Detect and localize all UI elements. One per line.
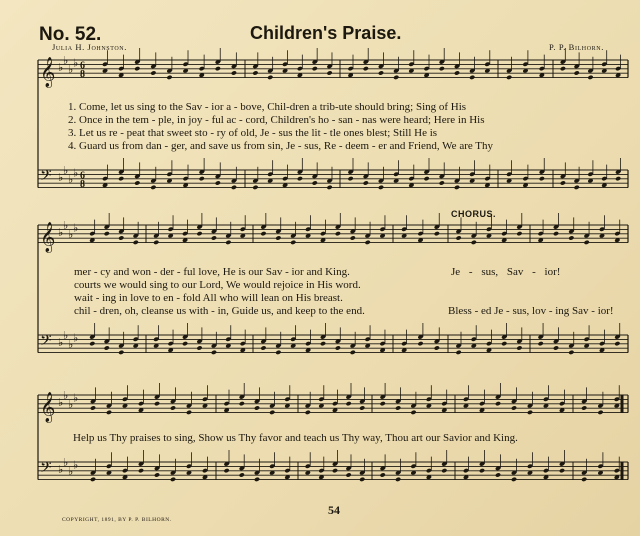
note-head: [215, 66, 221, 71]
note-head: [471, 240, 477, 245]
note-head: [182, 341, 188, 346]
flat-sign: ♭: [68, 63, 74, 76]
note-head: [312, 66, 318, 71]
chorus-text-1: Je - sus, Sav - ior!: [451, 266, 561, 278]
note-head: [539, 176, 545, 181]
flat-sign: ♭: [63, 389, 69, 403]
copyright-notice: COPYRIGHT, 1891, BY P. P. BILHORN.: [62, 517, 172, 523]
note-head: [106, 410, 112, 415]
note-head: [154, 401, 160, 406]
bass-clef: 𝄢: [40, 166, 52, 188]
note-head: [506, 75, 512, 80]
note-head: [434, 231, 440, 236]
note-head: [275, 350, 281, 355]
flat-sign: ♭: [58, 170, 64, 184]
note-head: [363, 180, 369, 185]
note-head: [511, 405, 517, 410]
note-head: [441, 468, 447, 473]
note-head: [138, 468, 144, 473]
note-head: [597, 410, 603, 415]
note-head: [326, 70, 332, 75]
verse-3-line: 3. Let us re - peat that sweet sto - ry of old, Je - sus the lit - tle ones blest; Still He is: [68, 127, 438, 139]
flat-sign: ♭: [73, 221, 79, 235]
note-head: [495, 472, 501, 477]
flat-sign: ♭: [73, 56, 79, 70]
note-head: [501, 341, 507, 346]
flat-sign: ♭: [73, 166, 79, 180]
note-head: [199, 176, 205, 181]
note-head: [469, 75, 475, 80]
note-head: [170, 405, 176, 410]
note-head: [267, 75, 273, 80]
note-head: [454, 185, 460, 190]
note-head: [559, 468, 565, 473]
note-head: [365, 240, 371, 245]
note-head: [335, 231, 341, 236]
note-head: [456, 350, 462, 355]
note-head: [495, 401, 501, 406]
note-head: [615, 176, 621, 181]
note-head: [231, 185, 237, 190]
note-head: [568, 350, 574, 355]
note-head: [378, 70, 384, 75]
note-head: [587, 75, 593, 80]
note-head: [297, 176, 303, 181]
flat-sign: ♭: [58, 60, 64, 74]
note-head: [581, 405, 587, 410]
verse-1-line-2: mer - cy and won - der - ful love, He is our Sav - ior and King.: [74, 266, 350, 278]
note-head: [350, 235, 356, 240]
note-head: [104, 231, 110, 236]
page-number: 54: [328, 503, 340, 517]
chorus-line-3: Help us Thy praises to sing, Show us Thy favor and teach us Thy way, Thou art our Savior and King.: [73, 432, 518, 444]
note-head: [275, 235, 281, 240]
note-head: [186, 410, 192, 415]
note-head: [332, 468, 338, 473]
verse-4-line-2: chil - dren, oh, cleanse us with - in, Guide us, and keep to the end.: [74, 305, 365, 317]
note-head: [439, 180, 445, 185]
note-head: [254, 405, 260, 410]
time-signature-top: 6: [80, 170, 85, 182]
note-head: [260, 345, 266, 350]
treble-clef: 𝄞: [40, 57, 56, 88]
note-head: [133, 240, 139, 245]
note-head: [239, 401, 245, 406]
note-head: [211, 235, 217, 240]
note-head: [560, 66, 566, 71]
flat-sign: ♭: [63, 456, 69, 470]
note-head: [424, 176, 430, 181]
note-head: [527, 410, 533, 415]
note-head: [568, 235, 574, 240]
note-head: [90, 405, 96, 410]
note-head: [417, 341, 423, 346]
note-head: [363, 66, 369, 71]
note-head: [350, 350, 356, 355]
flat-sign: ♭: [68, 465, 74, 478]
note-head: [348, 176, 354, 181]
note-head: [305, 410, 311, 415]
verse-4-line: 4. Guard us from dan - ger, and save us from sin, Je - sus, Re - deem - er and Friend, We are Thy: [68, 140, 494, 152]
note-head: [516, 231, 522, 236]
time-signature-top: 6: [80, 60, 85, 72]
note-head: [454, 70, 460, 75]
note-head: [574, 70, 580, 75]
note-head: [516, 345, 522, 350]
hymn-number: No. 52.: [39, 24, 102, 45]
verse-2-line-2: courts we would sing to our Lord, We would rejoice in His word.: [74, 279, 361, 291]
note-head: [90, 477, 96, 482]
note-head: [269, 410, 275, 415]
note-head: [560, 180, 566, 185]
note-head: [346, 472, 352, 477]
note-head: [196, 231, 202, 236]
note-head: [134, 66, 140, 71]
note-head: [439, 66, 445, 71]
note-head: [118, 235, 124, 240]
note-head: [359, 477, 365, 482]
note-head: [359, 405, 365, 410]
note-head: [553, 231, 559, 236]
verse-1-line: 1. Come, let us sing to the Sav - ior a - bove, Chil-dren a trib-ute should bring; Sing of His: [68, 101, 467, 113]
bass-clef: 𝄢: [40, 331, 52, 353]
chorus-text-2: Bless - ed Je - sus, lov - ing Sav - ior!: [448, 305, 614, 317]
treble-clef: 𝄞: [40, 392, 56, 423]
note-head: [290, 240, 296, 245]
flat-sign: ♭: [63, 164, 69, 178]
flat-sign: ♭: [73, 458, 79, 472]
time-signature-bottom: 8: [80, 179, 85, 191]
note-head: [410, 410, 416, 415]
note-head: [224, 468, 230, 473]
note-head: [320, 341, 326, 346]
flat-sign: ♭: [68, 338, 74, 351]
flat-sign: ♭: [58, 225, 64, 239]
note-head: [166, 75, 172, 80]
note-head: [312, 180, 318, 185]
composer-credit: P. P. Bilhorn.: [549, 42, 604, 52]
verse-2-line: 2. Once in the tem - ple, in joy - ful ac - cord, Children's ho - san - nas were heard; Here in His: [68, 114, 485, 126]
flat-sign: ♭: [58, 462, 64, 476]
note-head: [254, 477, 260, 482]
note-head: [239, 472, 245, 477]
note-head: [134, 180, 140, 185]
note-head: [225, 240, 231, 245]
flat-sign: ♭: [73, 331, 79, 345]
note-head: [434, 345, 440, 350]
note-head: [584, 240, 590, 245]
flat-sign: ♭: [58, 335, 64, 349]
note-head: [150, 185, 156, 190]
note-head: [252, 70, 258, 75]
note-head: [154, 472, 160, 477]
note-head: [553, 345, 559, 350]
note-head: [511, 477, 517, 482]
note-head: [346, 401, 352, 406]
note-head: [395, 405, 401, 410]
flat-sign: ♭: [73, 391, 79, 405]
note-head: [380, 472, 386, 477]
note-head: [252, 185, 258, 190]
note-head: [118, 350, 124, 355]
verse-3-line-2: wait - ing in love to en - fold All who will lean on His breast.: [74, 292, 343, 304]
note-head: [538, 341, 544, 346]
note-head: [211, 350, 217, 355]
note-head: [393, 75, 399, 80]
note-head: [574, 185, 580, 190]
note-head: [196, 345, 202, 350]
time-signature-bottom: 8: [80, 69, 85, 81]
author-credit: Julia H. Johnston.: [52, 42, 127, 52]
bass-clef: 𝄢: [40, 458, 52, 480]
note-head: [380, 401, 386, 406]
note-head: [260, 231, 266, 236]
note-head: [456, 235, 462, 240]
hymn-title: Children's Praise.: [250, 23, 402, 43]
flat-sign: ♭: [68, 398, 74, 411]
note-head: [326, 185, 332, 190]
note-head: [104, 345, 110, 350]
note-head: [89, 341, 95, 346]
note-head: [335, 345, 341, 350]
note-head: [479, 468, 485, 473]
note-head: [215, 180, 221, 185]
note-head: [170, 477, 176, 482]
note-head: [581, 477, 587, 482]
flat-sign: ♭: [63, 329, 69, 343]
note-head: [153, 240, 159, 245]
note-head: [614, 341, 620, 346]
note-head: [150, 70, 156, 75]
flat-sign: ♭: [68, 228, 74, 241]
note-head: [231, 70, 237, 75]
note-head: [395, 477, 401, 482]
chorus-label: CHORUS.: [451, 209, 497, 219]
note-head: [378, 185, 384, 190]
flat-sign: ♭: [68, 173, 74, 186]
flat-sign: ♭: [58, 395, 64, 409]
treble-clef: 𝄞: [40, 222, 56, 253]
flat-sign: ♭: [63, 54, 69, 68]
flat-sign: ♭: [63, 219, 69, 233]
note-head: [118, 176, 124, 181]
